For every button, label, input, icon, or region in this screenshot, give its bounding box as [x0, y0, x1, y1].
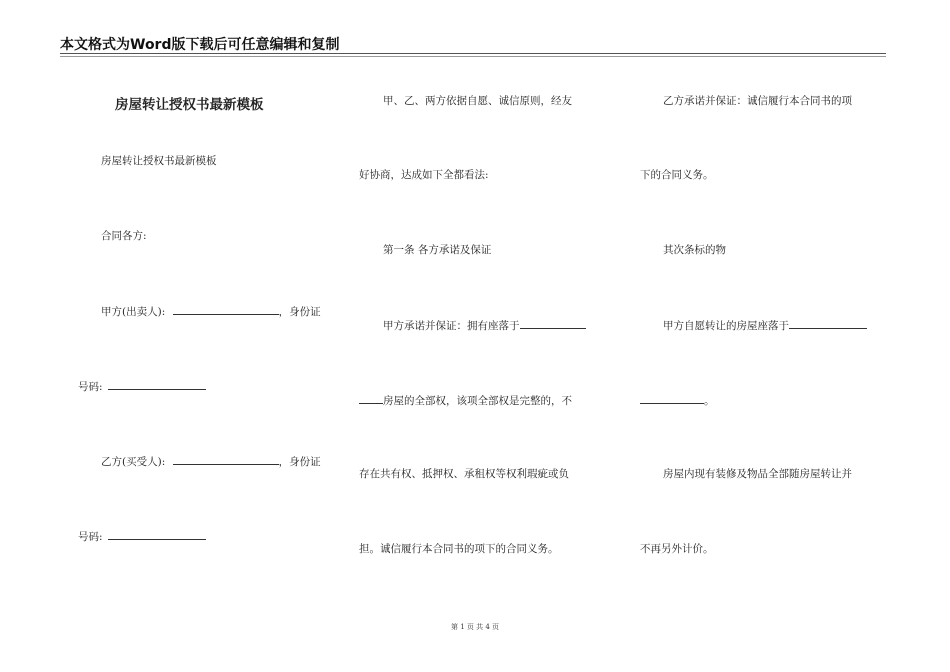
period: 。 [704, 395, 715, 407]
party-b-id-line [78, 529, 206, 544]
party-a-id-blank [108, 379, 206, 390]
party-a-id-label: 号码: [78, 381, 103, 393]
download-banner: 本文格式为Word版下载后可任意编辑和复制 [60, 37, 340, 53]
parties-label: 合同各方: [101, 230, 147, 242]
party-a-line [101, 304, 321, 319]
party-b-id-blank [108, 529, 206, 540]
col2-p1-line2: 好协商，达成如下全都看法: [359, 169, 489, 181]
col2-p2-line1 [383, 318, 586, 333]
col2-p2-line3: 存在共有权、抵押权、承租权等权利瑕疵或负 [359, 468, 569, 480]
header-rule [60, 53, 886, 54]
col2-p2-line2 [359, 393, 572, 408]
header-rule-thin [60, 56, 886, 57]
party-b-label: 乙方(买受人): [101, 456, 166, 468]
party-b-line [101, 454, 321, 469]
party-a-label: 甲方(出卖人): [101, 306, 166, 318]
subtitle: 房屋转让授权书最新模板 [101, 155, 217, 167]
document-title: 房屋转让授权书最新模板 [115, 97, 264, 113]
col3-p2-line1 [663, 318, 867, 333]
col3-p1-line1: 乙方承诺并保证：诚信履行本合同书的项 [663, 95, 852, 107]
party-a-id-line [78, 379, 206, 394]
col3-p2-line2 [640, 393, 715, 408]
party-a-name-blank [173, 304, 279, 315]
col3-p3-line2: 不再另外计价。 [640, 543, 714, 555]
col3-p3-line1: 房屋内现有装修及物品全部随房屋转让并 [663, 468, 852, 480]
col3-p1-line2: 下的合同义务。 [640, 169, 714, 181]
col2-p1-line1: 甲、乙、两方依据自愿、诚信原则，经友 [383, 95, 572, 107]
seller-promise-text: 甲方承诺并保证：拥有座落于 [383, 320, 520, 332]
col2-p2-line4: 担。诚信履行本合同书的项下的合同义务。 [359, 543, 559, 555]
transfer-location-blank [789, 318, 867, 329]
article1-heading: 第一条 各方承诺及保证 [383, 244, 492, 256]
party-a-id-suffix: ，身份证 [278, 306, 321, 318]
transfer-location-text: 甲方自愿转让的房屋座落于 [663, 320, 789, 332]
article2-heading: 其次条标的物 [663, 244, 726, 256]
transfer-location-blank-cont [640, 393, 704, 404]
party-b-name-blank [173, 454, 279, 465]
page-number: 第 1 页 共 4 页 [450, 623, 500, 631]
party-b-id-suffix: ，身份证 [278, 456, 321, 468]
property-location-blank [520, 318, 586, 329]
property-location-blank-cont [359, 393, 383, 404]
ownership-text: 房屋的全部权，该项全部权是完整的，不 [383, 395, 572, 407]
party-b-id-label: 号码: [78, 531, 103, 543]
